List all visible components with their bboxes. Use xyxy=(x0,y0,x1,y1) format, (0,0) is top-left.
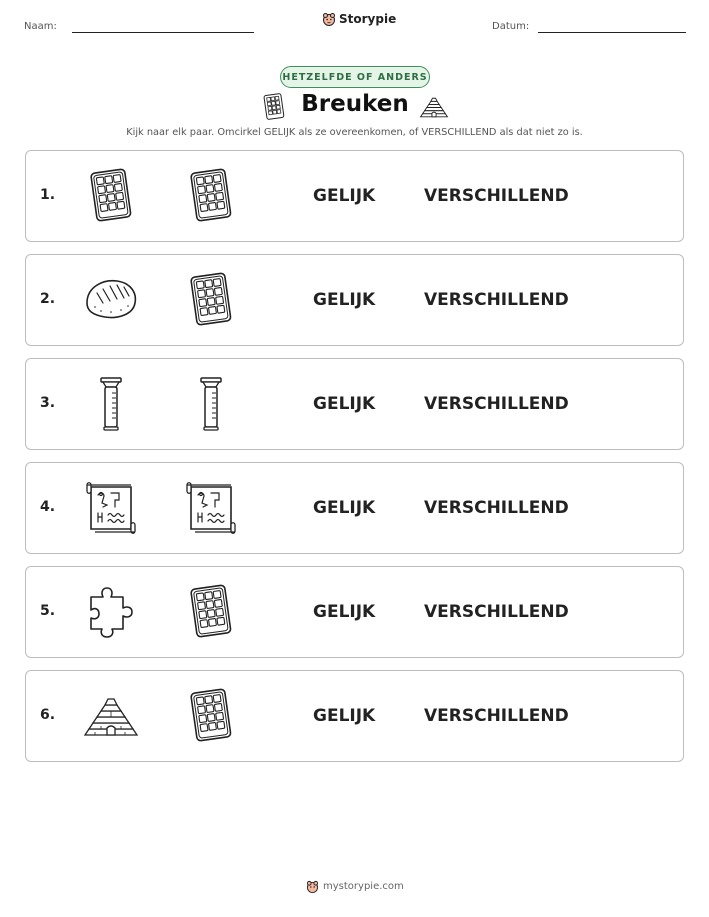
puzzle-piece-icon xyxy=(81,581,141,643)
option-same[interactable]: GELIJK xyxy=(313,706,376,726)
option-same[interactable]: GELIJK xyxy=(313,498,376,518)
option-different[interactable]: VERSCHILLEND xyxy=(424,394,569,414)
pyramid-icon xyxy=(81,685,141,747)
question-number: 6. xyxy=(40,707,56,723)
logo-text: Storypie xyxy=(339,12,397,26)
waffle-icon xyxy=(181,685,241,747)
question-number: 1. xyxy=(40,187,56,203)
option-same[interactable]: GELIJK xyxy=(313,602,376,622)
footer xyxy=(306,880,404,893)
question-row xyxy=(25,358,684,450)
option-same[interactable]: GELIJK xyxy=(313,186,376,206)
hieroglyph-scroll-icon xyxy=(81,477,141,539)
page-title: Breuken xyxy=(301,91,409,117)
mascot-icon xyxy=(322,12,336,26)
instructions: Kijk naar elk paar. Omcirkel GELIJK als ze overeenkomen, of VERSCHILLEND als dat niet zo is. xyxy=(126,127,583,138)
title-row xyxy=(0,89,709,125)
question-number: 4. xyxy=(40,499,56,515)
option-same[interactable]: GELIJK xyxy=(313,394,376,414)
question-row xyxy=(25,670,684,762)
question-row xyxy=(25,462,684,554)
option-different[interactable]: VERSCHILLEND xyxy=(424,186,569,206)
question-number: 5. xyxy=(40,603,56,619)
pyramid-icon xyxy=(416,91,452,123)
date-line xyxy=(538,32,686,33)
column-icon xyxy=(181,373,241,435)
question-number: 2. xyxy=(40,291,56,307)
option-same[interactable]: GELIJK xyxy=(313,290,376,310)
worksheet-badge: HETZELFDE OF ANDERS xyxy=(280,66,430,88)
storypie-logo xyxy=(322,12,396,26)
option-different[interactable]: VERSCHILLEND xyxy=(424,602,569,622)
option-different[interactable]: VERSCHILLEND xyxy=(424,290,569,310)
waffle-icon xyxy=(181,269,241,331)
hieroglyph-scroll-icon xyxy=(181,477,241,539)
worksheet-header xyxy=(0,0,709,50)
waffle-icon xyxy=(81,165,141,227)
waffle-icon xyxy=(181,165,241,227)
question-row xyxy=(25,254,684,346)
mascot-icon xyxy=(306,880,319,893)
footer-url[interactable]: mystorypie.com xyxy=(323,881,404,892)
waffle-icon xyxy=(259,91,289,123)
date-label: Datum: xyxy=(492,21,530,32)
question-row xyxy=(25,150,684,242)
name-label: Naam: xyxy=(24,21,57,32)
bread-icon xyxy=(81,269,141,331)
question-number: 3. xyxy=(40,395,56,411)
option-different[interactable]: VERSCHILLEND xyxy=(424,498,569,518)
name-line xyxy=(72,32,254,33)
option-different[interactable]: VERSCHILLEND xyxy=(424,706,569,726)
column-icon xyxy=(81,373,141,435)
waffle-icon xyxy=(181,581,241,643)
question-row xyxy=(25,566,684,658)
